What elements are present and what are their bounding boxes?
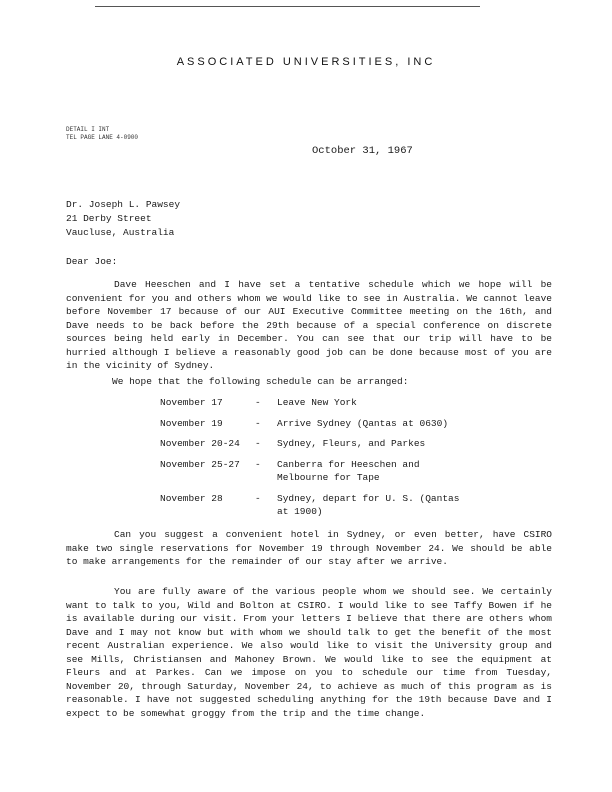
- schedule-dash: -: [255, 458, 261, 470]
- recipient-name: Dr. Joseph L. Pawsey: [66, 199, 181, 210]
- schedule-event: Arrive Sydney (Qantas at 0630): [277, 417, 449, 429]
- schedule-dash: -: [255, 438, 261, 449]
- schedule-event: Sydney, depart for U. S. (Qantas at 1900): [277, 492, 460, 517]
- paragraph-3: You are fully aware of the various people whom we should see. We certainly want to talk to you, Wild and Bolton at CSIRO. I would like to see Taffy Bowen if he is available during our visit. From your letters I believe that there are others whom Dave and I may not know but with whom we should talk to get the benefit of the most recent Australian experience. We also would like to visit the University group and see Mills, Christiansen and Mahoney Brown. We would like to see the equipment at Fleurs and at Parkes. Can we impose on you to schedule our time from Tuesday, November 20, through Saturday, November 24, to achieve as much of this program as is reasonable. I have not suggested scheduling anything for the 19th because Dave and I expect to be somewhat groggy from the trip and the time change.: [66, 586, 552, 719]
- schedule-event: Sydney, Fleurs, and Parkes: [277, 438, 426, 449]
- schedule-event: Canberra for Heeschen and Melbourne for Tape: [277, 458, 420, 483]
- schedule-row: [160, 458, 460, 485]
- recipient-street: 21 Derby Street: [66, 213, 152, 224]
- recipient-city: Vaucluse, Australia: [66, 227, 175, 238]
- letterhead-from: [66, 126, 138, 142]
- schedule-date: November 19: [160, 417, 223, 429]
- top-rule: [95, 6, 480, 7]
- paragraph-1: Dave Heeschen and I have set a tentative schedule which we hope will be convenient for you and others whom we would like to see in Australia. We cannot leave before November 17 because of our AUI Executive Committee meeting on the 16th, and Dave needs to be back before the 29th because of a special conference on discrete sources being held early in December. You can see that our trip will have to be hurried although I believe a reasonably good job can be done because most of you are in the vicinity of Sydney.: [66, 279, 552, 371]
- schedule-row: [160, 437, 460, 451]
- schedule-event: Leave New York: [277, 397, 357, 408]
- schedule-dash: -: [255, 397, 261, 408]
- from-line: TEL PAGE LANE 4-0900: [66, 134, 139, 141]
- schedule-table: [160, 396, 460, 526]
- schedule-dash: -: [255, 492, 261, 504]
- schedule-row: [160, 492, 460, 519]
- schedule-dash: -: [255, 417, 261, 429]
- recipient-address: [66, 198, 180, 240]
- letterhead-org: ASSOCIATED UNIVERSITIES, INC: [176, 56, 436, 68]
- schedule-row: [160, 417, 460, 431]
- schedule-date: November 20-24: [160, 438, 240, 449]
- schedule-date: November 28: [160, 492, 223, 504]
- paragraph-2: Can you suggest a convenient hotel in Sydney, or even better, have CSIRO make two single reservations for November 19 through November 24. We should be able to make arrangements for the remainder of our stay after we arrive.: [66, 529, 552, 567]
- schedule-intro: We hope that the following schedule can be arranged:: [112, 376, 409, 387]
- schedule-date: November 25-27: [160, 458, 240, 470]
- salutation: Dear Joe:: [66, 256, 118, 267]
- from-line: DETAIL I INT: [66, 126, 110, 133]
- schedule-row: [160, 396, 460, 410]
- schedule-date: November 17: [160, 397, 223, 408]
- letter-date: October 31, 1967: [312, 145, 413, 157]
